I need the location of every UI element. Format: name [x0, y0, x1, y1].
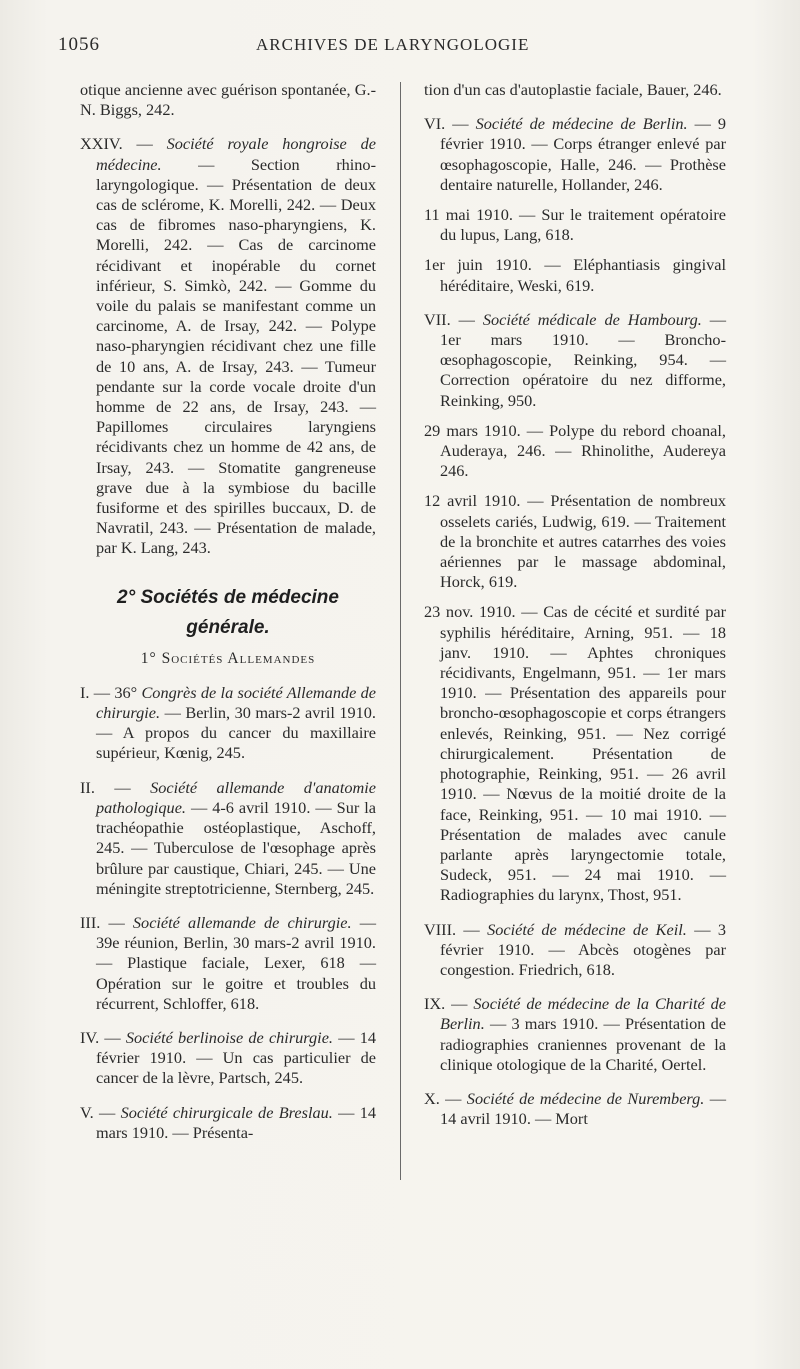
entry-text: — 3 mars 1910. — Présentation de radiographies craniennes provenant de la clinique otologique de la Charité, Oertel. — [440, 1014, 726, 1074]
entry-number: III. — — [80, 912, 125, 932]
entry-text: — 39e réunion, Berlin, 30 mars-2 avril 1910. — Plastique faciale, Lexer, 618 — Opération sur le goitre et troubles du récurrent, Schloffer, 618. — [96, 912, 376, 1013]
entry-dated — [424, 205, 726, 245]
entry-text: 29 mars 1910. — Polype du rebord choanal, Auderaya, 246. — Rhinolithe, Audereya 246. — [424, 420, 726, 481]
entry-number: VII. — — [424, 309, 475, 329]
society-name: Société de médecine de Nuremberg. — [466, 1088, 705, 1108]
entry-text: 23 nov. 1910. — Cas de cécité et surdité par syphilis héréditaire, Arning, 951. — 18 janv. 1910. — Aphtes chroniques récidivants, Engelmann, 951. — 1er mars 1910. — Présentation des appareils pour broncho-œsophagoscopie et corps étrangers enlevés, Reinking, 951. — Nez corrigé chirurgicalement. Présentation de photographie, Reinking, 951. — 26 avril 1910. — Nœvus de la moitié droite de la face, Reinking, 951. — 10 mai 1910. — Présentation de malades avec canule parlante après laryngectomie totale, Sudeck, 951. — 24 mai 1910. — Radiographies du larynx, Thost, 951. — [424, 602, 726, 905]
entry-v — [80, 1103, 376, 1143]
subsection-title: 1° Sociétés Allemandes — [140, 649, 316, 667]
entry-iii — [80, 913, 376, 1014]
society-name: Société royale hongroise de médecine. — [96, 134, 376, 174]
society-name: Société allemande de chirurgie. — [132, 912, 352, 932]
entry-vii — [424, 310, 726, 411]
society-name: Société de médecine de la Charité de Berlin. — [440, 994, 726, 1034]
entry-x — [424, 1089, 726, 1129]
entry-number: I. — 36° — [80, 682, 138, 702]
society-name: Société de médecine de Keil. — [487, 919, 687, 939]
society-name: Société allemande d'anatomie pathologique. — [96, 777, 376, 817]
page-header — [58, 34, 758, 60]
entry-dated — [424, 421, 726, 482]
entry-text: — 4-6 avril 1910. — Sur la trachéopathie ostéoplastique, Aschoff, 245. — Tuberculose de l'œsophage après brûlure par caustique, Chiari, 245. — Une méningite streptotricienne, Sternberg, 245. — [96, 797, 376, 898]
entry-text: — 14 février 1910. — Un cas particulier de cancer de la lèvre, Partsch, 245. — [96, 1027, 376, 1088]
left-column — [80, 80, 376, 1157]
entry-vi — [424, 114, 726, 195]
entry-number: X. — — [424, 1088, 462, 1108]
entry-text: — 14 mars 1910. — Présenta- — [96, 1102, 376, 1142]
continued-entry — [424, 80, 726, 100]
entry-i — [80, 683, 376, 764]
society-name: Société médicale de Hambourg. — [482, 309, 702, 329]
entry-dated — [424, 491, 726, 592]
entry-text: — 14 avril 1910. — Mort — [440, 1088, 726, 1129]
entry-number: VI. — — [424, 114, 469, 134]
entry-number: IX. — — [424, 994, 468, 1014]
right-column — [424, 80, 726, 1143]
entry-ii — [80, 778, 376, 899]
running-title: ARCHIVES DE LARYNGOLOGIE — [256, 35, 530, 54]
society-name: Société chirurgicale de Breslau. — [120, 1102, 333, 1122]
entry-dated — [424, 602, 726, 905]
column-divider — [400, 82, 401, 1180]
entry-text: — 1er mars 1910. — Broncho-œsophagoscopie, Reinking, 954. — Correction opératoire du nez difforme, Reinking, 950. — [440, 309, 726, 410]
entry-text: 1er juin 1910. — Eléphantiasis gingival héréditaire, Weski, 619. — [424, 255, 726, 295]
entry-number: V. — — [80, 1102, 116, 1122]
entry-text: — Berlin, 30 mars-2 avril 1910. — A propos du cancer du maxillaire supérieur, Kœnig, 245. — [96, 703, 377, 763]
society-name: Société de médecine de Berlin. — [475, 114, 688, 134]
entry-text: — Section rhino-laryngologique. — Présentation de deux cas de sclérome, K. Morelli, 242. — Deux cas de fibromes naso-pharyngiens, K. Morelli, 242. — Cas de carcinome récidivant et inopérable du cornet inférieur, S. Simkò, 242. — Gomme du voile du palais se manifestant comme un carcinome, A. de Irsay, 242. — Polype naso-pharyngien récidivant chez une fille de 10 ans, A. de Irsay, 243. — Tumeur pendante sur la corde vocale droite d'un homme de 22 ans, de Irsay, 243. — Papillomes circulaires laryngiens récidivants chez un homme de 42 ans, de Irsay, 243. — Stomatite gangreneuse grave due à la symbiose du bacille fusiforme et des spirilles buccaux, D. de Navratil, 243. — Présentation de malade, par K. Lang, 243. — [96, 154, 376, 558]
society-name: Société berlinoise de chirurgie. — [125, 1027, 334, 1047]
entry-text: otique ancienne avec guérison spontanée, G.-N. Biggs, 242. — [80, 80, 376, 120]
entry-text: — 9 février 1910. — Corps étranger enlevé par œsophagoscopie, Halle, 246. — Prothèse dentaire naturelle, Hollander, 246. — [440, 114, 727, 194]
entry-text: — 3 février 1910. — Abcès otogènes par congestion. Friedrich, 618. — [440, 919, 726, 979]
entry-number: IV. — — [80, 1027, 121, 1047]
section-title: 2° Sociétés de médecine générale. — [117, 586, 339, 638]
entry-iv — [80, 1028, 376, 1089]
entry-text: 12 avril 1910. — Présentation de nombreux osselets cariés, Ludwig, 619. — Traitement de la bronchite et autres catarrhes des voies aériennes par le massage abdominal, Horck, 619. — [424, 491, 726, 592]
entry-number: XXIV. — — [80, 134, 153, 154]
entry-ix — [424, 994, 726, 1075]
entry-dated — [424, 255, 726, 295]
entry-viii — [424, 920, 726, 981]
continued-entry — [80, 80, 376, 120]
entry-text: tion d'un cas d'autoplastie faciale, Bauer, 246. — [424, 80, 722, 99]
entry-number: II. — — [80, 777, 131, 797]
entry-xxiv — [80, 134, 376, 558]
page-number: 1056 — [58, 34, 100, 55]
society-name: Congrès de la société Allemande de chirurgie. — [96, 682, 376, 723]
entry-number: VIII. — — [424, 919, 480, 939]
entry-text: 11 mai 1910. — Sur le traitement opératoire du lupus, Lang, 618. — [424, 205, 726, 245]
